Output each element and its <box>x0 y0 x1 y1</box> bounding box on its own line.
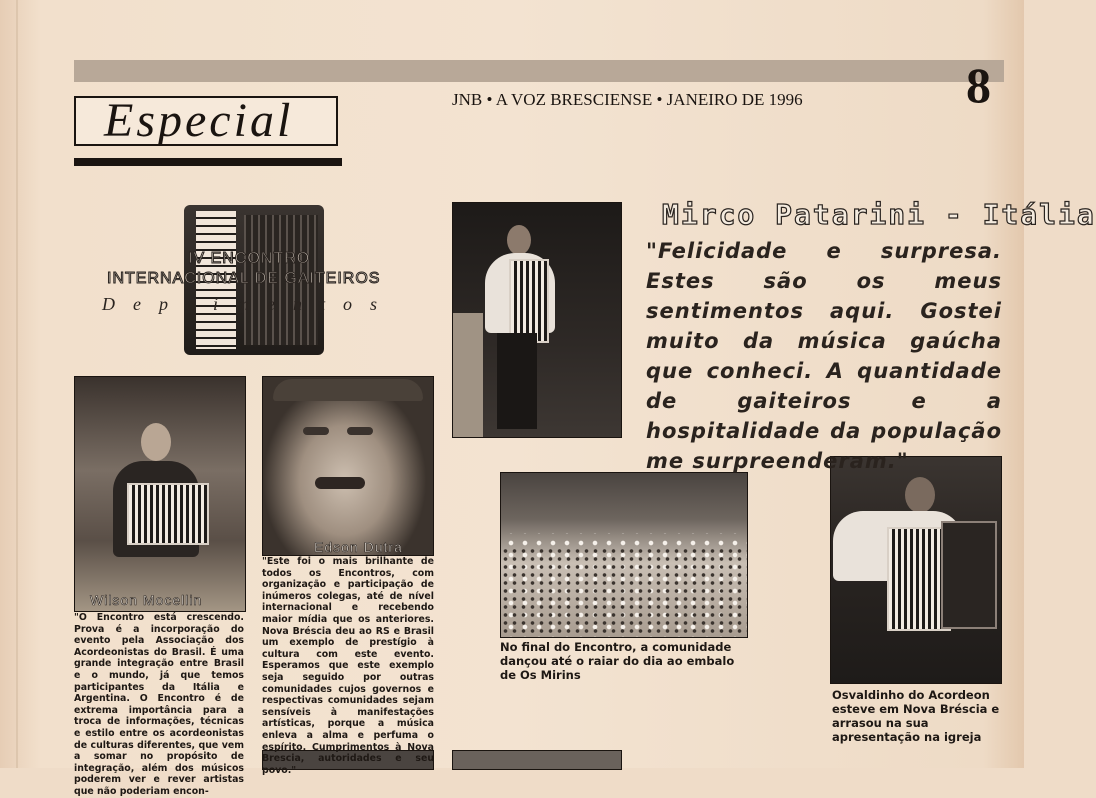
photo-figure-head <box>507 225 531 255</box>
accordion-icon <box>509 259 549 343</box>
section-title: Especial <box>104 94 294 147</box>
logo-line-3: Depoimentos <box>102 294 395 314</box>
section-rule <box>74 158 342 166</box>
caption-osvaldinho: Osvaldinho do Acordeon esteve em Nova Bréscia e arrasou na sua apresentação na igreja <box>832 688 1000 744</box>
photo-mustache <box>315 477 365 489</box>
photo-accordion-bellows <box>941 521 997 629</box>
photo-caption-dutra: Edson Dutra <box>314 539 403 555</box>
photo-figure-legs <box>497 333 537 429</box>
accordion-icon <box>127 483 209 545</box>
article-dutra: "Este foi o mais brilhante de todos os Encontros, com organização e participação de inúmeros colegas, até de nível internacional e recebendo maior mídia que os anteriores. Nova Bréscia deu ao RS e Brasil um exemplo de prestígio à cultura com este evento. Esperamos que este exemplo seja seguido por outras comunidades cujos governos e respectivas comunidades sejam sensíveis à manifestações artísticas, porque a música enleva a alma e perfuma o espírito. Cumprimentos à Nova Brescia, autoridades e seu povo." <box>262 556 434 776</box>
quote-text: "Felicidade e surpresa. Estes são os meus sentimentos aqui. Gostei muito da música gaúcha que conheci. A quantidade de gaiteiros e a hospitalidade da população me surpreenderam." <box>646 239 1002 473</box>
paper-fold <box>16 0 18 768</box>
photo-wilson-mocellin <box>74 376 246 612</box>
header-bar <box>74 60 1004 82</box>
photo-figure-head <box>141 423 171 461</box>
logo-line-2: INTERNACIONAL DE GAITEIROS <box>107 270 381 287</box>
photo-eyebrow <box>303 427 329 435</box>
photo-people <box>501 547 747 637</box>
page-number: 8 <box>966 57 991 113</box>
photo-stage-cloth <box>453 313 483 437</box>
photo-osvaldinho <box>830 456 1002 684</box>
photo-crowd <box>500 472 748 638</box>
photo-figure-head <box>905 477 935 513</box>
masthead: JNB • A VOZ BRESCIENSE • JANEIRO DE 1996 <box>452 90 803 109</box>
photo-mirco-patarini <box>452 202 622 438</box>
caption-crowd: No final do Encontro, a comunidade dançou até o raiar do dia ao embalo de Os Mirins <box>500 640 735 682</box>
logo-line-1: IV ENCONTRO <box>188 250 311 267</box>
quote-author: Mirco Patarini - Itália <box>662 198 1096 231</box>
article-mocellin: "O Encontro está crescendo. Prova é a incorporação do evento pela Associação dos Acordeonistas do Brasil. É uma grande integração entre Brasil e o mundo, já que temos participantes da Itália e Argentina. O Encontro é de extrema importância para a troca de informações, técnicas e estilo entre os acordeonistas de culturas diferentes, que vem a somar no propósito de integração, além dos músicos poderem ver e rever artistas que não poderiam encon- <box>74 612 244 797</box>
photo-bottom-partial <box>452 750 622 770</box>
photo-caption-mocellin: Wilson Mocellin <box>90 592 203 608</box>
photo-eyebrow <box>347 427 373 435</box>
photo-edson-dutra <box>262 376 434 556</box>
photo-hat <box>273 379 423 401</box>
